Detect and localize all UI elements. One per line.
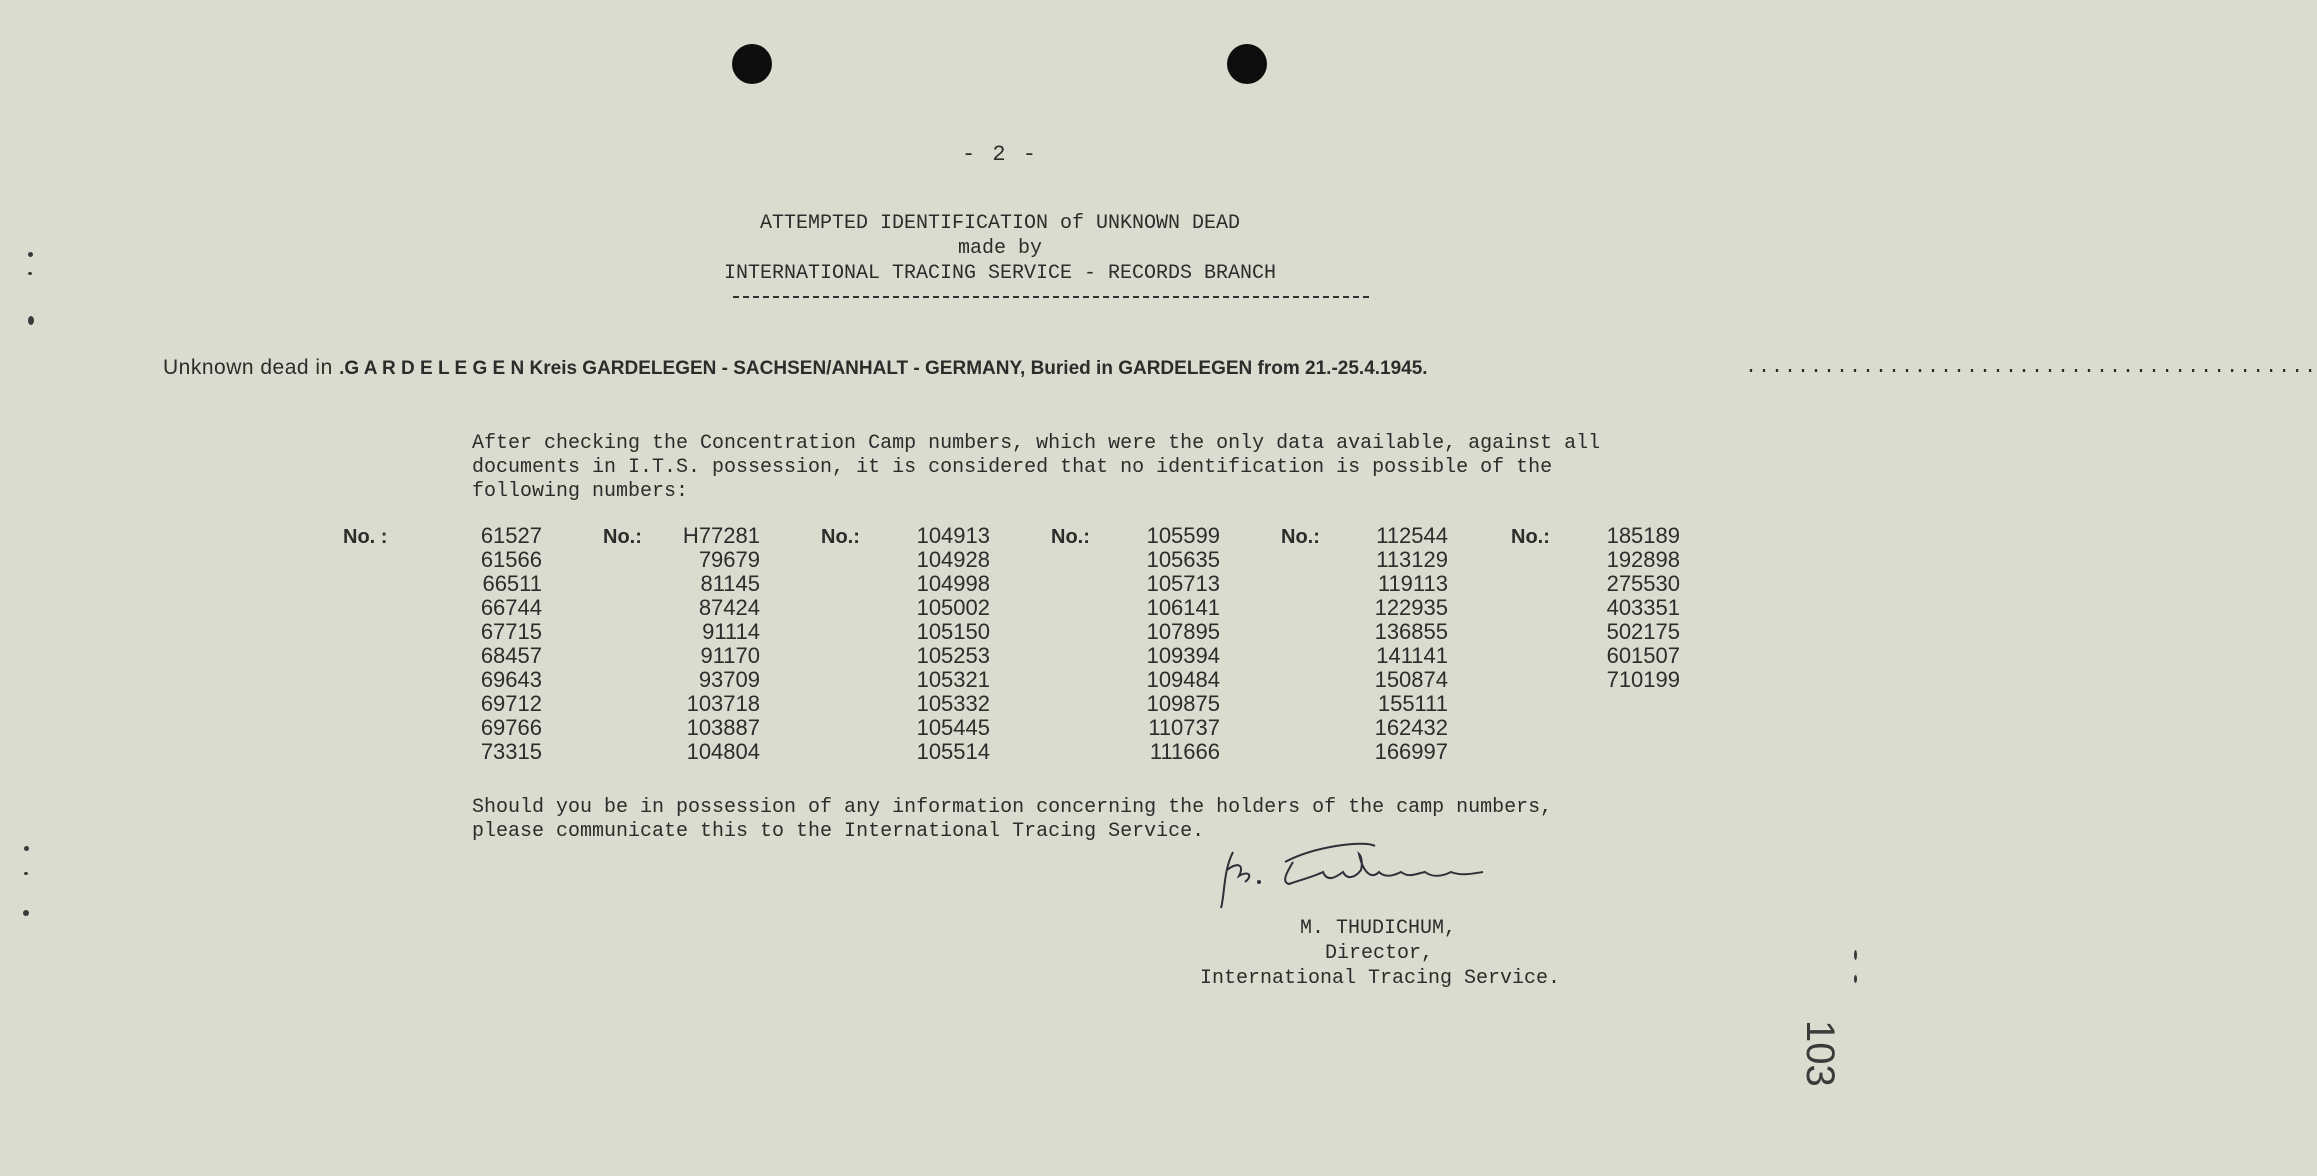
camp-number: 185189 (1606, 523, 1680, 548)
camp-number: 710199 (1606, 667, 1680, 692)
camp-number: 69712 (480, 691, 542, 716)
camp-number: 104804 (686, 739, 760, 764)
margin-speck (24, 846, 29, 851)
heading-title: ATTEMPTED IDENTIFICATION of UNKNOWN DEAD (759, 212, 1241, 235)
camp-number: 105253 (916, 643, 990, 668)
camp-number: 105332 (916, 691, 990, 716)
heading-made-by: made by (957, 237, 1042, 260)
camp-number: H77281 (682, 523, 760, 548)
camp-number: 87424 (698, 595, 760, 620)
margin-speck (1854, 975, 1857, 983)
camp-number: 91170 (700, 643, 760, 668)
intro-line: documents in I.T.S. possession, it is considered that no identification is possible of the (472, 456, 1553, 479)
unknown-dead-line (163, 356, 1428, 381)
no-label: No.: (1051, 526, 1090, 548)
no-label: No.: (1511, 526, 1550, 548)
camp-number: 104913 (916, 523, 990, 548)
no-label: No.: (821, 526, 860, 548)
camp-number: 106141 (1146, 595, 1220, 620)
camp-number: 93709 (698, 667, 760, 692)
camp-number: 601507 (1606, 643, 1680, 668)
number-column (1130, 524, 1220, 764)
camp-number: 192898 (1606, 547, 1680, 572)
heading-organisation: INTERNATIONAL TRACING SERVICE - RECORDS BRANCH (723, 262, 1277, 285)
handwritten-signature (1215, 832, 1525, 912)
camp-number: 109875 (1146, 691, 1220, 716)
camp-number: 61566 (480, 547, 542, 572)
camp-number: 111666 (1149, 739, 1220, 764)
camp-number: 105150 (916, 619, 990, 644)
camp-number: 79679 (698, 547, 760, 572)
unknown-dead-location: .G A R D E L E G E N Kreis GARDELEGEN - SACHSEN/ANHALT - GERMANY, Buried in GARDELEGEN from 21.-25.4.1945. (339, 358, 1428, 379)
signer-title: Director, (1325, 942, 1434, 965)
camp-number: 68457 (480, 643, 542, 668)
camp-number: 275530 (1606, 571, 1680, 596)
intro-line: After checking the Concentration Camp numbers, which were the only data available, against all (472, 432, 1601, 455)
closing-line: please communicate this to the International Tracing Service. (472, 820, 1205, 843)
camp-number: 122935 (1374, 595, 1448, 620)
no-label: No.: (1281, 526, 1320, 548)
page-number: - 2 - (961, 142, 1038, 167)
camp-number: 105635 (1146, 547, 1220, 572)
number-column (900, 524, 990, 764)
camp-number: 69643 (480, 667, 542, 692)
camp-number: 105599 (1146, 523, 1220, 548)
camp-number: 105445 (916, 715, 990, 740)
camp-number: 162432 (1374, 715, 1448, 740)
camp-number: 66511 (482, 571, 542, 596)
camp-number: 105713 (1146, 571, 1220, 596)
no-label: No.: (603, 526, 642, 548)
camp-number: 109394 (1146, 643, 1220, 668)
no-label: No. : (343, 526, 388, 548)
number-column (470, 524, 542, 764)
heading-divider (733, 296, 1369, 298)
camp-number: 150874 (1374, 667, 1448, 692)
punch-hole-right (1227, 44, 1267, 84)
margin-speck (24, 872, 28, 875)
camp-number: 67715 (480, 619, 542, 644)
closing-line: Should you be in possession of any information concerning the holders of the camp numbers, (472, 796, 1553, 819)
camp-number: 502175 (1606, 619, 1680, 644)
camp-number: 141141 (1376, 643, 1448, 668)
camp-number: 61527 (480, 523, 542, 548)
camp-number: 105002 (916, 595, 990, 620)
camp-number: 166997 (1374, 739, 1448, 764)
camp-number: 112544 (1376, 523, 1448, 548)
camp-number: 155111 (1377, 691, 1448, 716)
margin-speck (1854, 950, 1857, 960)
intro-line: following numbers: (472, 480, 689, 503)
margin-speck (23, 910, 29, 916)
camp-number: 69766 (480, 715, 542, 740)
camp-number: 103887 (686, 715, 760, 740)
number-column (660, 524, 760, 764)
margin-speck (28, 316, 34, 325)
camp-number: 91114 (702, 619, 760, 644)
camp-number: 136855 (1374, 619, 1448, 644)
camp-number: 119113 (1377, 571, 1448, 596)
camp-number: 109484 (1146, 667, 1220, 692)
dotted-leader: ............................................ (1745, 356, 2317, 379)
number-column (1590, 524, 1680, 692)
camp-number: 403351 (1606, 595, 1680, 620)
camp-number: 81145 (700, 571, 760, 596)
camp-number: 104928 (916, 547, 990, 572)
camp-number: 103718 (686, 691, 760, 716)
camp-number: 73315 (480, 739, 542, 764)
camp-number: 104998 (916, 571, 990, 596)
signer-name: M. THUDICHUM, (1300, 917, 1457, 940)
number-column (1358, 524, 1448, 764)
camp-number: 110737 (1148, 715, 1220, 740)
unknown-dead-label: Unknown dead in (163, 356, 340, 379)
punch-hole-left (732, 44, 772, 84)
camp-number: 66744 (480, 595, 542, 620)
archive-stamp-number: 103 (1798, 1020, 1842, 1087)
camp-number: 105321 (916, 667, 990, 692)
signer-organisation: International Tracing Service. (1200, 967, 1561, 990)
camp-number: 105514 (916, 739, 990, 764)
camp-number: 107895 (1146, 619, 1220, 644)
camp-number: 113129 (1376, 547, 1448, 572)
intro-paragraph (472, 432, 1600, 504)
